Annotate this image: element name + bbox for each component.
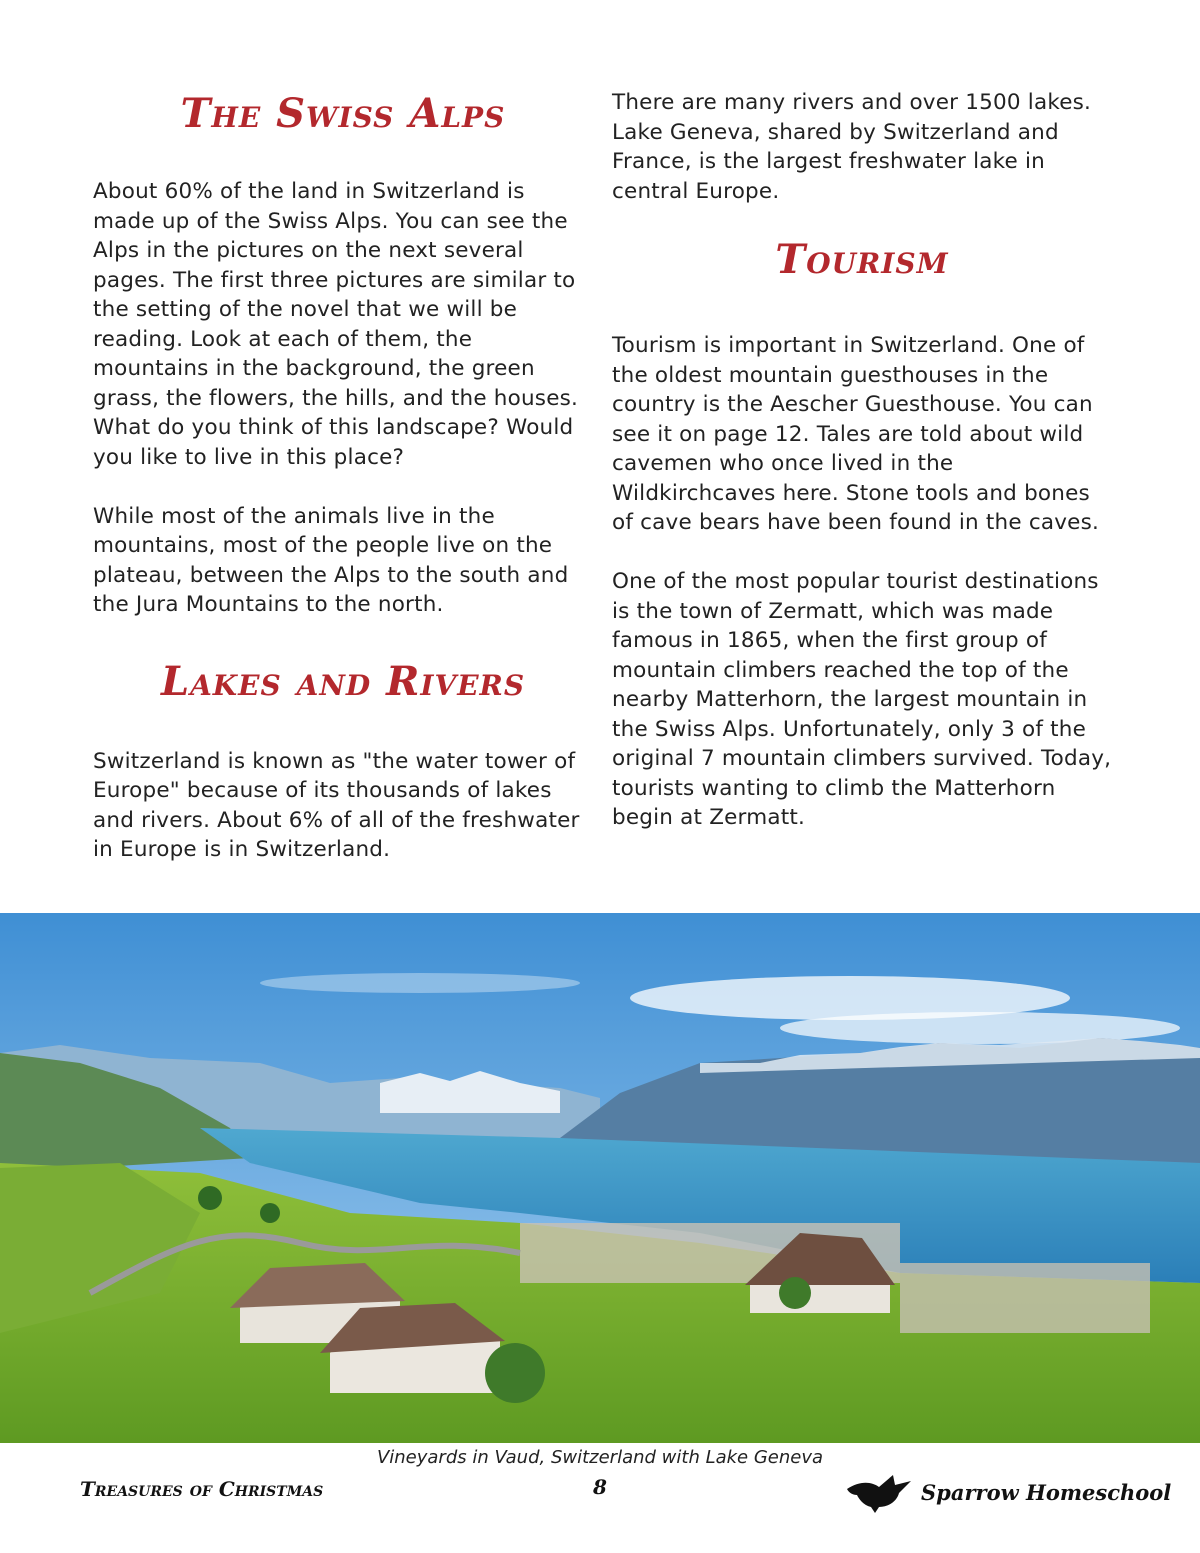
page-number: 8: [593, 1475, 607, 1499]
tourism-paragraph-2: One of the most popular tourist destinations is the town of Zermatt, which was made famous in 1865, when the first group of mountain climbers reached the top of the nearby Matterhorn, the largest mountain in the Swiss Alps. Unfortunately, only 3 of the original 7 mountain climbers survived. Today, tourists wanting to climb the Matterhorn begin at Zermatt.: [612, 569, 1112, 830]
tourism-paragraph-1: Tourism is important in Switzerland. One of the oldest mountain guesthouses in the country is the Aescher Guesthouse. You can see it on page 12. Tales are told about wild cavemen who once lived in the Wildkirchcaves here. Stone tools and bones of cave bears have been found in the caves.: [612, 333, 1100, 535]
swiss-alps-heading: The Swiss Alps: [180, 90, 506, 137]
brand-name: Sparrow Homeschool: [921, 1479, 1172, 1505]
swiss-alps-paragraph-2: While most of the animals live in the mountains, most of the people live on the plateau, between the Alps to the south and the Jura Mountains to the north.: [93, 503, 569, 617]
lakes-rivers-heading: Lakes and Rivers: [160, 657, 526, 705]
left-column: [93, 90, 593, 865]
sparrow-icon: [845, 1467, 915, 1517]
photo-caption: Vineyards in Vaud, Switzerland with Lake Geneva: [376, 1447, 824, 1468]
lakes-rivers-paragraph-2: There are many rivers and over 1500 lakes. Lake Geneva, shared by Switzerland and France, is the largest freshwater lake in central Europe.: [612, 90, 1092, 204]
right-column: [612, 88, 1112, 833]
lake-geneva-photo: [0, 913, 1200, 1443]
brand-logo: [845, 1468, 1171, 1516]
tourism-heading: Tourism: [775, 236, 949, 283]
swiss-alps-paragraph-1: About 60% of the land in Switzerland is made up of the Swiss Alps. You can see the Alps in the pictures on the next several pages. The first three pictures are similar to the setting of the novel that we will be reading. Look at each of them, the mountains in the background, the green grass, the flowers, the hills, and the houses. What do you think of this landscape? Would you like to live in this place?: [93, 179, 579, 470]
book-title: Treasures of Christmas: [80, 1477, 324, 1501]
lakes-rivers-paragraph-1: Switzerland is known as "the water tower of Europe" because of its thousands of lakes and rivers. About 6% of all of the freshwater in Europe is in Switzerland.: [93, 748, 580, 862]
